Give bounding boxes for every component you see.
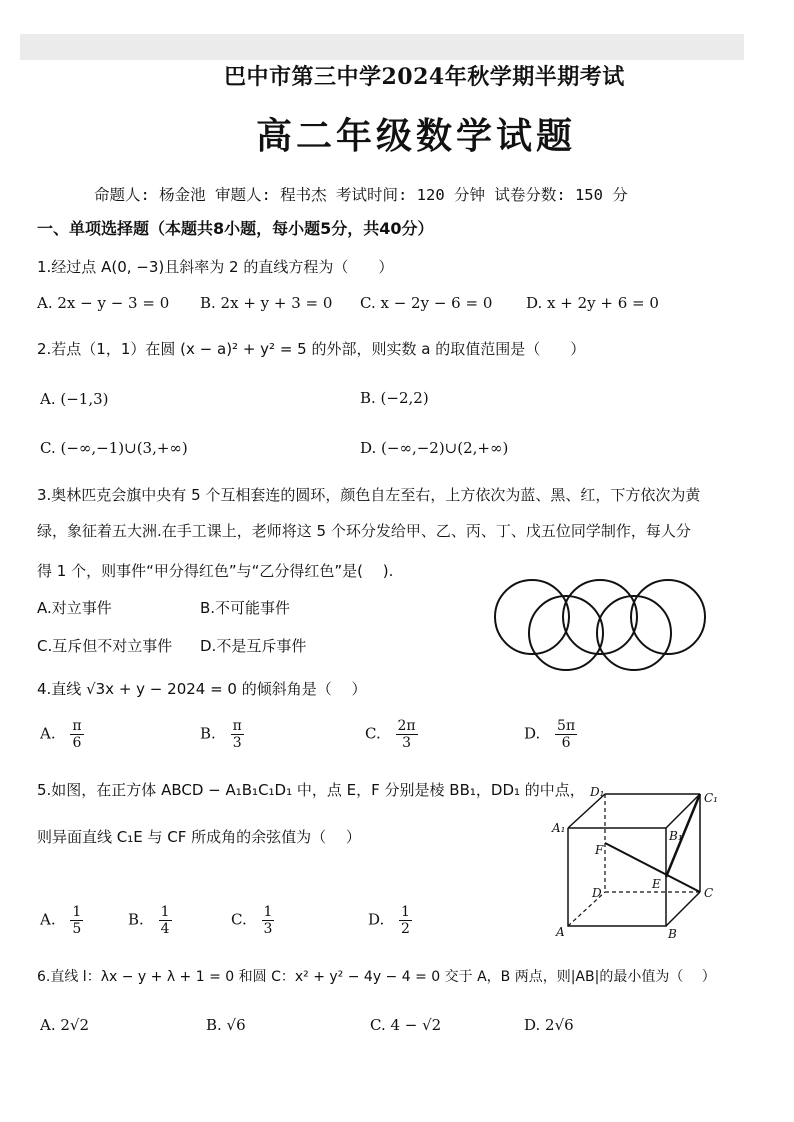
q4-option-b-letter: B.: [200, 724, 216, 743]
label-a: A: [556, 925, 565, 939]
q4-option-b: [200, 718, 244, 751]
q5-option-c-letter: C.: [231, 910, 247, 929]
q4-option-a-denominator: 6: [72, 735, 82, 752]
exam-school-line: 巴中市第三中学2024年秋学期半期考试: [224, 64, 625, 90]
q4-option-b-numerator: π: [232, 718, 242, 734]
q4-option-c-denominator: 3: [402, 735, 412, 752]
q4-option-c: [365, 718, 418, 751]
q5-option-c-numerator: 1: [263, 904, 273, 920]
edge-b1-c1: [666, 794, 700, 828]
q2-option-b: B. (−2,2): [360, 389, 429, 407]
q4-option-d-denominator: 6: [561, 735, 571, 752]
q3-line-1: 3.奥林匹克会旗中央有 5 个互相套连的圆环，颜色自左至右，上方依次为蓝、黑、红，下方依次为黄: [37, 486, 701, 504]
q4-option-b-denominator: 3: [232, 735, 242, 752]
label-d: D: [592, 886, 602, 900]
q2-option-a: A. (−1,3): [40, 390, 109, 408]
q6-option-d: D. 2√6: [524, 1016, 574, 1034]
q1-option-d: D. x + 2y + 6 = 0: [526, 294, 659, 312]
q3-option-c: C.互斥但不对立事件: [37, 637, 173, 655]
label-c: C: [704, 886, 714, 900]
section-heading: 一、单项选择题（本题共8小题，每小题5分，共40分）: [37, 219, 434, 238]
q2-option-d: D. (−∞,−2)∪(2,+∞): [360, 439, 509, 457]
q5-option-a-letter: A.: [40, 910, 56, 929]
label-a1: A₁: [552, 821, 566, 835]
q1-option-a: A. 2x − y − 3 = 0: [37, 294, 170, 312]
q4-option-c-numerator: 2π: [397, 718, 416, 734]
q6-option-a: A. 2√2: [40, 1016, 90, 1034]
edge-a1-d1: [568, 794, 605, 828]
q5-option-a-denominator: 5: [72, 921, 82, 938]
q5-option-a-numerator: 1: [72, 904, 82, 920]
q1-stem: 1.经过点 A(0, −3)且斜率为 2 的直线方程为（ ）: [37, 258, 394, 276]
q5-option-b-letter: B.: [128, 910, 144, 929]
q2-stem: 2.若点（1，1）在圆 (x − a)² + y² = 5 的外部，则实数 a 的取值范围是（ ）: [37, 340, 586, 358]
q3-line-3: 得 1 个，则事件“甲分得红色”与“乙分得红色”是( ).: [37, 562, 394, 580]
q4-option-d-numerator: 5π: [557, 718, 576, 734]
q6-option-b: B. √6: [206, 1016, 246, 1034]
q3-option-d: D.不是互斥事件: [200, 637, 307, 655]
q5-option-d-fraction: [399, 904, 412, 937]
q1-option-c: C. x − 2y − 6 = 0: [360, 294, 493, 312]
q4-option-d: [524, 718, 577, 751]
q3-option-a: A.对立事件: [37, 599, 112, 617]
exam-title: 高二年级数学试题: [256, 115, 577, 157]
q5-option-c: [231, 904, 274, 937]
q5-option-c-denominator: 3: [263, 921, 273, 938]
q5-option-b-fraction: [159, 904, 172, 937]
q3-line-2: 绿，象征着五大洲.在手工课上，老师将这 5 个环分发给甲、乙、丙、丁、戊五位同学制作，每人分: [37, 522, 691, 540]
q4-option-d-fraction: [555, 718, 577, 751]
q4-stem: 4.直线 √3x + y − 2024 = 0 的倾斜角是（ ）: [37, 680, 367, 698]
q4-option-a-letter: A.: [40, 724, 56, 743]
q4-option-a-fraction: [70, 718, 83, 751]
label-e: E: [652, 877, 661, 891]
label-b: B: [668, 927, 677, 941]
q5-option-b-numerator: 1: [160, 904, 170, 920]
q6-stem: 6.直线 l：λx − y + λ + 1 = 0 和圆 C：x² + y² − 4y − 4 = 0 交于 A，B 两点，则|AB|的最小值为（ ）: [37, 969, 716, 985]
q5-option-d: [368, 904, 412, 937]
q5-option-c-fraction: [262, 904, 275, 937]
q5-option-b: [128, 904, 172, 937]
q5-option-d-letter: D.: [368, 910, 385, 929]
cube-figure: [548, 782, 728, 944]
q1-option-b: B. 2x + y + 3 = 0: [200, 294, 333, 312]
q5-option-d-denominator: 2: [401, 921, 410, 938]
q4-option-a-numerator: π: [72, 718, 82, 734]
q5-line-2: 则异面直线 C₁E 与 CF 所成角的余弦值为（ ）: [37, 828, 361, 846]
q3-option-b: B.不可能事件: [200, 599, 291, 617]
label-f: F: [595, 843, 604, 857]
q4-option-c-letter: C.: [365, 724, 381, 743]
scan-top-bar: [20, 34, 744, 60]
q6-option-c: C. 4 − √2: [370, 1016, 442, 1034]
q2-option-c: C. (−∞,−1)∪(3,+∞): [40, 439, 188, 457]
q5-option-b-denominator: 4: [160, 921, 170, 938]
exam-meta-line: 命题人: 杨金池 审题人: 程书杰 考试时间: 120 分钟 试卷分数: 150 分: [94, 186, 628, 204]
q4-option-b-fraction: [231, 718, 244, 751]
q5-option-d-numerator: 1: [401, 904, 410, 920]
q4-option-a: [40, 718, 84, 751]
edge-b-c: [666, 892, 700, 926]
label-c1: C₁: [704, 791, 718, 805]
olympic-rings-figure: [480, 575, 730, 675]
q4-option-c-fraction: [396, 718, 418, 751]
q5-line-1: 5.如图，在正方体 ABCD − A₁B₁C₁D₁ 中，点 E，F 分别是棱 BB₁，DD₁ 的中点，: [37, 781, 585, 799]
label-b1: B₁: [669, 829, 683, 843]
q5-option-a-fraction: [70, 904, 83, 937]
q5-option-a: [40, 904, 83, 937]
label-d1: D₁: [590, 785, 605, 799]
q4-option-d-letter: D.: [524, 724, 541, 743]
